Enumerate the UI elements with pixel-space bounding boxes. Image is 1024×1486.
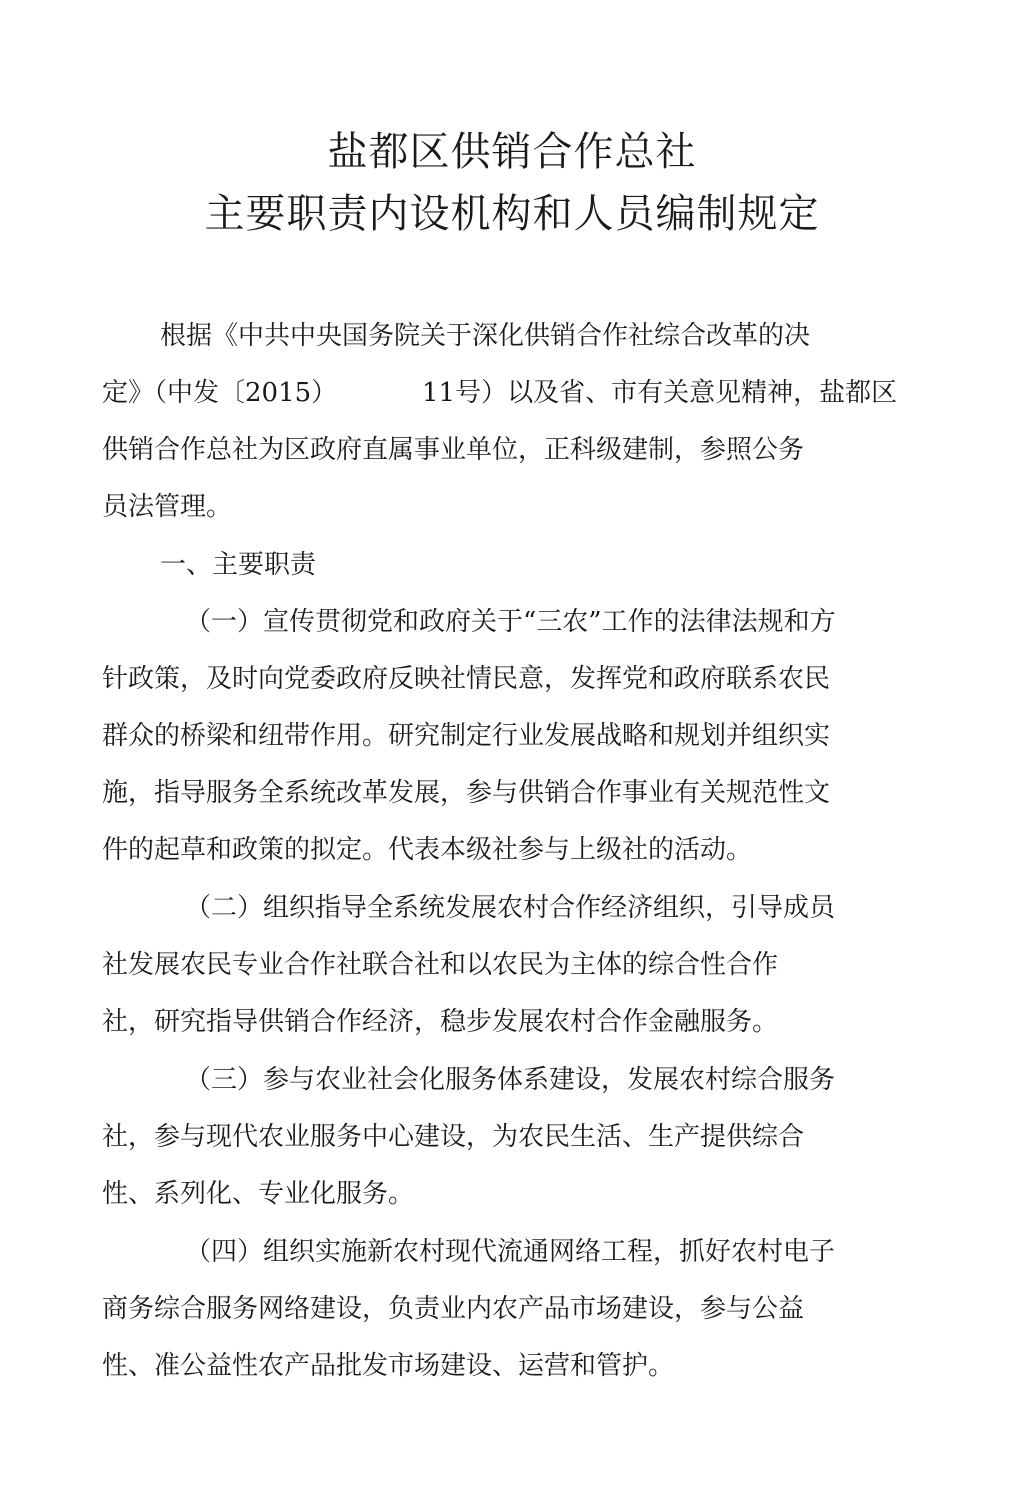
duty4-line-1: （四）组织实施新农村现代流通网络工程，抓好农村电子 [185,1237,836,1267]
duty2-line-2: 社发展农民专业合作社联合社和以农民为主体的综合性合作 [102,950,779,980]
duty1-line-4: 施，指导服务全系统改革发展，参与供销合作事业有关规范性文 [102,778,831,808]
intro-line-2b: 11号）以及省、市有关意见精神，盐都区 [422,378,898,408]
duty3-line-2: 社，参与现代农业服务中心建设，为农民生活、生产提供综合 [102,1122,805,1152]
intro-line-2a: 定》（中发〔2015） [102,378,338,408]
duty2-line-3: 社，研究指导供销合作经济，稳步发展农村合作金融服务。 [102,1007,779,1037]
duty3-line-3: 性、系列化、专业化服务。 [102,1179,415,1209]
duty2-line-1: （二）组织指导全系统发展农村合作经济组织，引导成员 [185,893,836,923]
title-line-2: 主要职责内设机构和人员编制规定 [204,191,820,237]
duty1-line-3: 群众的桥梁和纽带作用。研究制定行业发展战略和规划并组织实 [102,721,831,751]
title-line-1: 盐都区供销合作总社 [327,129,697,175]
duty3-line-1: （三）参与农业社会化服务体系建设，发展农村综合服务 [185,1065,836,1095]
duty1-line-2: 针政策，及时向党委政府反映社情民意，发挥党和政府联系农民 [102,664,831,694]
intro-line-3: 供销合作总社为区政府直属事业单位，正科级建制，参照公务 [102,435,805,465]
duty1-line-1: （一）宣传贯彻党和政府关于“三农”工作的法律法规和方 [185,607,836,637]
intro-line-4: 员法管理。 [102,492,233,522]
duty4-line-2: 商务综合服务网络建设，负责业内农产品市场建设，参与公益 [102,1294,805,1324]
duty4-line-3: 性、准公益性农产品批发市场建设、运营和管护。 [102,1351,675,1381]
intro-line-1: 根据《中共中央国务院关于深化供销合作社综合改革的决 [160,321,811,351]
section-heading-main-duties: 一、主要职责 [160,550,317,580]
duty1-line-5: 件的起草和政策的拟定。代表本级社参与上级社的活动。 [102,835,753,865]
